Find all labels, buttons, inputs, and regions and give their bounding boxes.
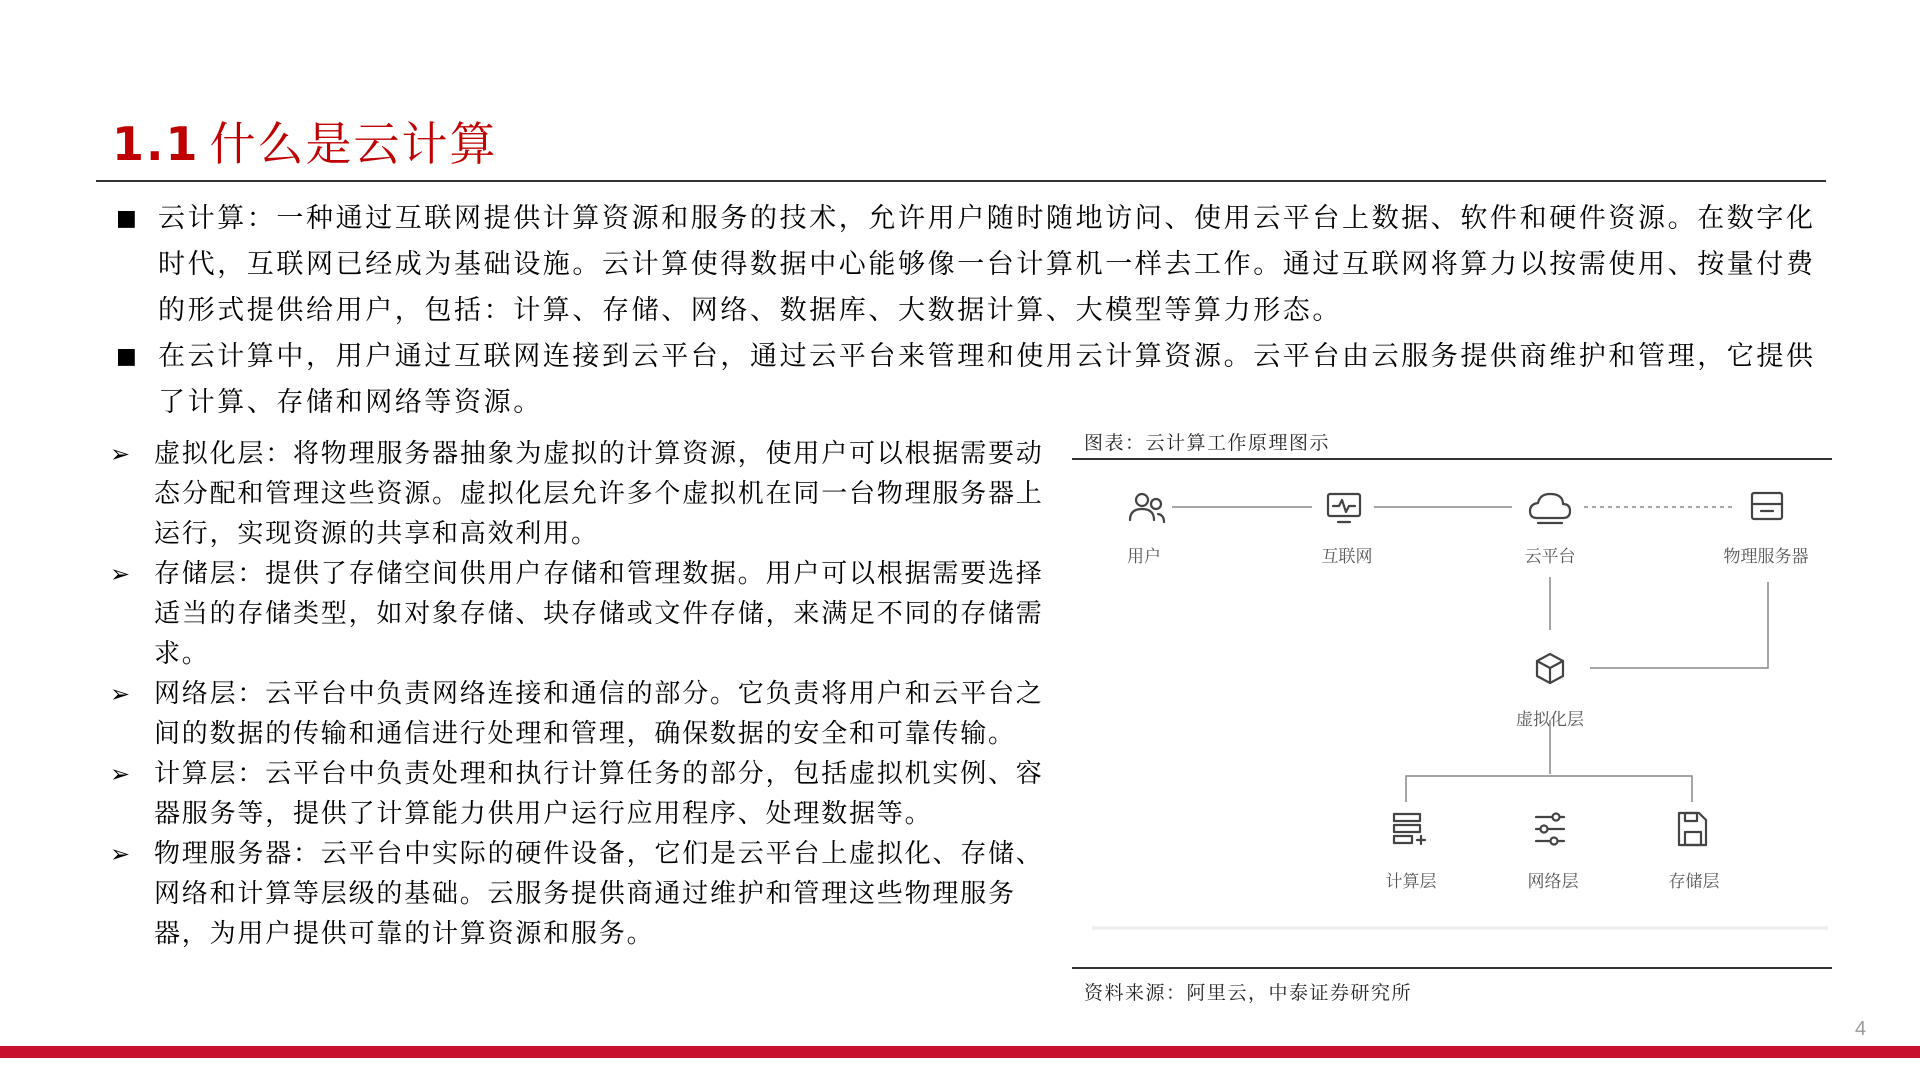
- footer-bar: [0, 1046, 1920, 1058]
- node-label-network: 网络层: [1527, 872, 1579, 891]
- edge-server-virtual: [1590, 582, 1768, 668]
- server-rack-icon: [1394, 814, 1425, 844]
- section-number: 1.1: [112, 117, 200, 171]
- layer-item: [110, 674, 1070, 754]
- node-label-user: 用户: [1127, 547, 1161, 566]
- bullet-item: [116, 196, 1836, 334]
- layer-text: 物理服务器：云平台中实际的硬件设备，它们是云平台上虚拟化、存储、网络和计算等层级的基础。云服务提供商通过维护和管理这些物理服务器，为用户提供可靠的计算资源和服务。: [154, 839, 1044, 949]
- layer-item: [110, 434, 1070, 554]
- layer-item: [110, 754, 1070, 834]
- node-label-storage: 存储层: [1668, 872, 1720, 891]
- save-icon: [1679, 813, 1706, 845]
- node-label-internet: 互联网: [1321, 547, 1373, 566]
- title-divider: [96, 180, 1826, 182]
- node-label-cloud: 云平台: [1524, 547, 1576, 566]
- bullet-item: [116, 334, 1836, 426]
- arrow-bullet-icon: ➢: [110, 560, 132, 588]
- server-box-icon: [1752, 493, 1782, 519]
- cloud-icon: [1530, 494, 1570, 523]
- monitor-icon: [1328, 494, 1360, 522]
- figure-bottom-rule: [1072, 967, 1832, 969]
- node-label-virtual: 虚拟化层: [1516, 710, 1584, 729]
- page-number: 4: [1855, 1018, 1867, 1040]
- arrow-bullet-icon: ➢: [110, 760, 132, 788]
- layer-text: 网络层：云平台中负责网络连接和通信的部分。它负责将用户和云平台之间的数据的传输和通信进行处理和管理，确保数据的安全和可靠传输。: [154, 679, 1044, 749]
- figure-top-rule: [1072, 458, 1832, 460]
- cube-icon: [1537, 654, 1563, 683]
- section-title: 什么是云计算: [209, 117, 498, 171]
- figure-caption: 图表：云计算工作原理图示: [1084, 432, 1331, 454]
- figure-source: 资料来源：阿里云，中泰证券研究所: [1084, 982, 1413, 1004]
- layer-text: 虚拟化层：将物理服务器抽象为虚拟的计算资源，使用户可以根据需要动态分配和管理这些资源。虚拟化层允许多个虚拟机在同一台物理服务器上运行，实现资源的共享和高效利用。: [154, 439, 1044, 549]
- cloud-diagram: [1072, 462, 1832, 942]
- layer-item: [110, 834, 1070, 954]
- sliders-icon: [1536, 814, 1564, 845]
- square-bullet-icon: ■: [116, 206, 140, 231]
- arrow-bullet-icon: ➢: [110, 680, 132, 708]
- node-label-compute: 计算层: [1385, 872, 1437, 891]
- node-label-server: 物理服务器: [1723, 547, 1809, 566]
- arrow-bullet-icon: ➢: [110, 440, 132, 468]
- layer-text: 计算层：云平台中负责处理和执行计算任务的部分，包括虚拟机实例、容器服务等，提供了计算能力供用户运行应用程序、处理数据等。: [154, 759, 1044, 829]
- edge-bus: [1406, 776, 1692, 802]
- bullet-text: 云计算：一种通过互联网提供计算资源和服务的技术，允许用户随时随地访问、使用云平台上数据、软件和硬件资源。在数字化时代，互联网已经成为基础设施。云计算使得数据中心能够像一台计算机一样去工作。通过互联网将算力以按需使用、按量付费的形式提供给用户，包括：计算、存储、网络、数据库、大数据计算、大模型等算力形态。: [158, 203, 1816, 326]
- intro-bullets: [116, 196, 1836, 426]
- square-bullet-icon: ■: [116, 344, 140, 369]
- page-title: [112, 108, 498, 174]
- layer-text: 存储层：提供了存储空间供用户存储和管理数据。用户可以根据需要选择适当的存储类型，如对象存储、块存储或文件存储，来满足不同的存储需求。: [154, 559, 1044, 669]
- users-icon: [1130, 494, 1164, 522]
- layer-item: [110, 554, 1070, 674]
- arrow-bullet-icon: ➢: [110, 840, 132, 868]
- bullet-text: 在云计算中，用户通过互联网连接到云平台，通过云平台来管理和使用云计算资源。云平台由云服务提供商维护和管理，它提供了计算、存储和网络等资源。: [158, 341, 1816, 418]
- layer-list: [110, 434, 1070, 954]
